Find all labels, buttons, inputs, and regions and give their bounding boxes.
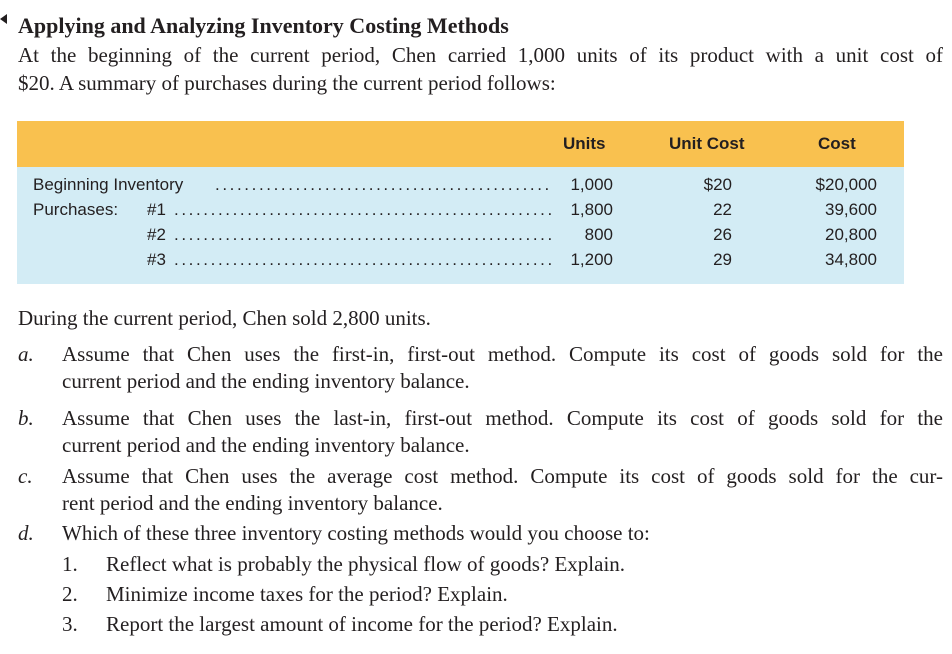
leader-dots: .................................................... xyxy=(174,200,555,219)
intro-line-1: At the beginning of the current period, Chen carried 1,000 units of its product with a unit cost of xyxy=(18,43,943,67)
row-unit-cost: 22 xyxy=(713,200,732,219)
question-text xyxy=(62,405,943,459)
header-unit-cost: Unit Cost xyxy=(669,134,745,153)
question-line-2: current period and the ending inventory balance. xyxy=(62,369,470,393)
row-sublabel: #2 xyxy=(147,225,166,244)
question-letter: d. xyxy=(18,521,34,545)
question-line-1: Assume that Chen uses the first-in, first-out method. Compute its cost of goods sold for the xyxy=(62,342,943,366)
question-text xyxy=(62,341,943,395)
row-units: 1,000 xyxy=(570,175,613,194)
leader-dots: .................................................... xyxy=(174,250,555,269)
question-letter: c. xyxy=(18,464,33,488)
sub-question-number: 2. xyxy=(62,582,78,606)
row-sublabel: #1 xyxy=(147,200,166,219)
question-text xyxy=(62,463,943,517)
table-row xyxy=(17,172,904,197)
question-b xyxy=(18,405,943,459)
table-body xyxy=(17,167,904,284)
row-cost: 39,600 xyxy=(825,200,877,219)
row-units: 800 xyxy=(584,225,613,244)
row-unit-cost: 29 xyxy=(713,250,732,269)
units-sold-text: During the current period, Chen sold 2,800 units. xyxy=(18,306,431,330)
sub-question-number: 3. xyxy=(62,612,78,636)
question-letter: a. xyxy=(18,342,34,366)
leader-dots: .................................................... xyxy=(174,225,555,244)
row-unit-cost: $20 xyxy=(703,175,732,194)
sub-question-text: Reflect what is probably the physical flow of goods? Explain. xyxy=(106,552,626,576)
question-text xyxy=(62,520,943,547)
purchases-table xyxy=(17,121,904,284)
row-label: Beginning Inventory xyxy=(33,175,184,194)
table-row xyxy=(17,197,904,222)
corner-marker-icon xyxy=(0,14,7,24)
question-line-1: Which of these three inventory costing methods would you choose to: xyxy=(62,521,650,545)
question-a xyxy=(18,341,943,395)
row-units: 1,200 xyxy=(570,250,613,269)
leader-dots: .............................................. xyxy=(215,175,552,194)
question-line-2: rent period and the ending inventory balance. xyxy=(62,491,443,515)
row-cost: $20,000 xyxy=(815,175,877,194)
sub-question-text: Minimize income taxes for the period? Explain. xyxy=(106,582,508,606)
row-label: Purchases: xyxy=(33,200,119,219)
table-row xyxy=(17,247,904,272)
row-sublabel: #3 xyxy=(147,250,166,269)
header-units: Units xyxy=(563,134,606,153)
row-cost: 34,800 xyxy=(825,250,877,269)
header-cost: Cost xyxy=(818,134,856,153)
row-units: 1,800 xyxy=(570,200,613,219)
question-letter: b. xyxy=(18,406,34,430)
question-line-1: Assume that Chen uses the last-in, first-out method. Compute its cost of goods sold for the xyxy=(62,406,943,430)
question-c xyxy=(18,463,943,517)
table-header xyxy=(17,121,904,167)
row-unit-cost: 26 xyxy=(713,225,732,244)
problem-intro xyxy=(18,41,943,97)
table-row xyxy=(17,222,904,247)
problem-title: Applying and Analyzing Inventory Costing Methods xyxy=(18,13,509,38)
intro-line-2: $20. A summary of purchases during the current period follows: xyxy=(18,71,556,95)
question-line-1: Assume that Chen uses the average cost method. Compute its cost of goods sold for the cur- xyxy=(62,464,943,488)
question-d xyxy=(18,520,943,548)
question-line-2: current period and the ending inventory balance. xyxy=(62,433,470,457)
row-cost: 20,800 xyxy=(825,225,877,244)
sub-question-text: Report the largest amount of income for the period? Explain. xyxy=(106,612,618,636)
sub-question-number: 1. xyxy=(62,552,78,576)
